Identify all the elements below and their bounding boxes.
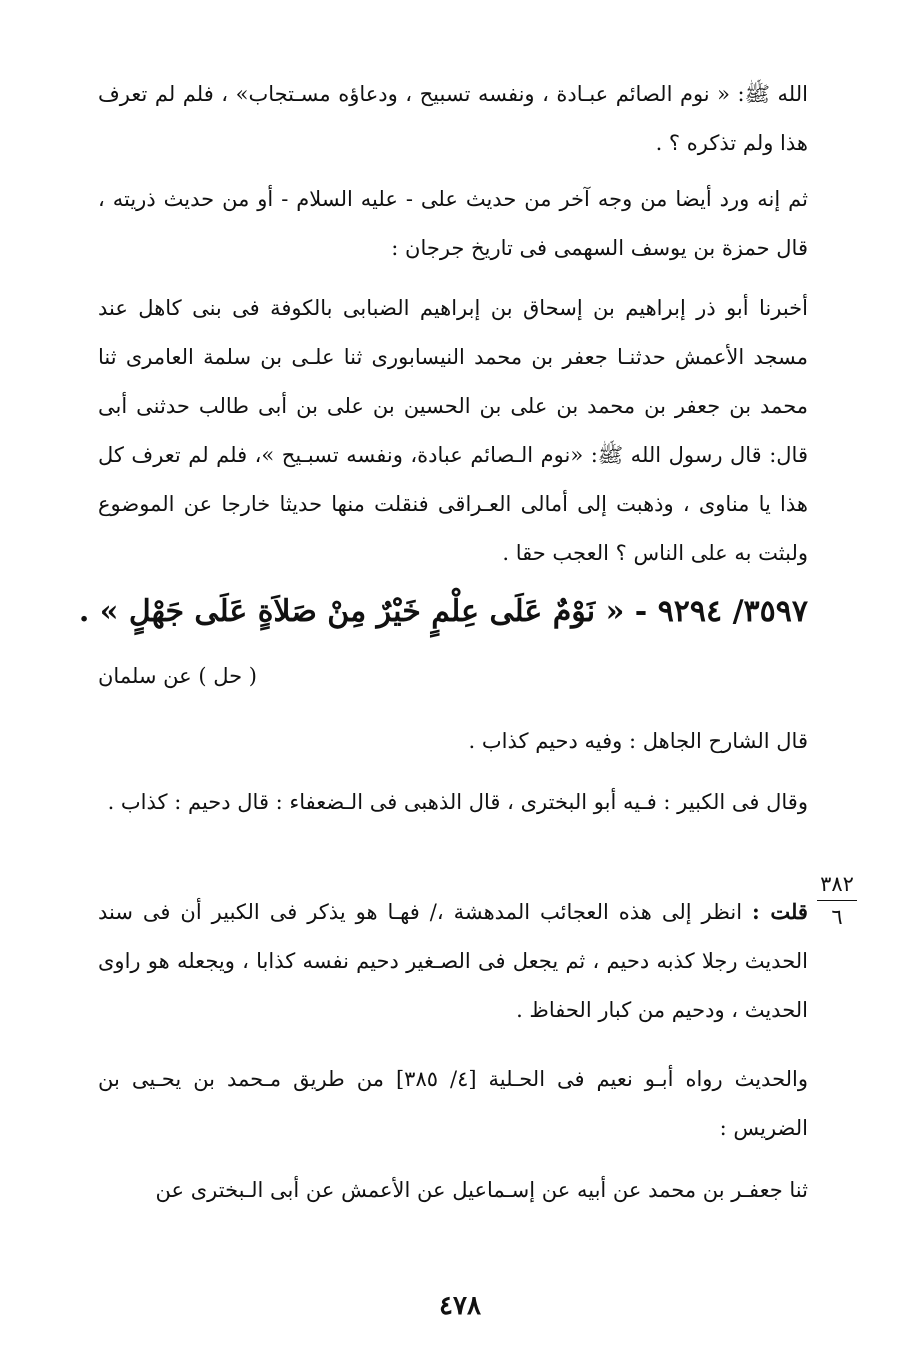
margin-reference [812, 870, 862, 931]
paragraph-8: ثنا جعفـر بن محمد عن أبيه عن إسـماعيل عن الأعمش عن أبى الـبخترى عن [155, 1178, 808, 1202]
paragraph-6-lead: قلت : [752, 899, 808, 924]
paragraph-6-body: انظر إلى هذه العجائب المدهشة ،/ فهـا هو يذكر فى الكبير أن فى سند الحديث رجلا كذبه دحيم ، ثم يجعل فى الصـغير دحيم نفسه كذابا ، ويجعله هو راوى الحديث ، ودحيم من كبار الحفاظ . [98, 900, 808, 1022]
paragraph-4: قال الشارح الجاهل : وفيه دحيم كذاب . [468, 729, 808, 753]
hadith-heading: ٣٥٩٧/ ٩٢٩٤ - « نَوْمٌ عَلَى عِلْمٍ خَيْرٌ مِنْ صَلاَةٍ عَلَى جَهْلٍ » . [78, 594, 808, 629]
margin-reference-top: ٣٨٢ [820, 872, 854, 896]
paragraph-1: الله ﷺ: « نوم الصائم عبـادة ، ونفسه تسبيح ، ودعاؤه مسـتجاب» ، فلم لم تعرف هذا ولم تذكره ؟ . [98, 82, 808, 155]
paragraph-6 [98, 887, 808, 1035]
margin-reference-rule [817, 900, 857, 901]
paragraph-7: والحديث رواه أبـو نعيم فى الحـلية [٤/ ٣٨٥] من طريق مـحمد بن يحـيى بن الضريس : [98, 1067, 808, 1140]
paragraph-2: ثم إنه ورد أيضا من وجه آخر من حديث على - عليه السلام - أو من حديث ذريته ، قال حمزة بن يوسف السهمى فى تاريخ جرجان : [98, 187, 808, 260]
hadith-source: ( حل ) عن سلمان [98, 664, 257, 688]
paragraph-3: أخبرنا أبو ذر إبراهيم بن إسحاق بن إبراهيم الضبابى بالكوفة فى بنى كاهل عند مسجد الأعمش حدثنـا جعفر بن محمد النيسابورى ثنا علـى بن سلمة العامرى ثنا محمد بن جعفر بن محمد بن على بن الحسين بن على بن أبى طالب حدثنى أبى قال: قال رسول الله ﷺ: «نوم الـصائم عبادة، ونفسه تسبـيح »، فلم لم تعرف كل هذا يا مناوى ، وذهبت إلى أمالى العـراقى فنقلت منها حديثا خارجا عن الموضوع ولبثت به على الناس ؟ العجب حقا . [98, 296, 809, 565]
paragraph-5: وقال فى الكبير : فـيه أبو البخترى ، قال الذهبى فى الـضعفاء : قال دحيم : كذاب . [107, 790, 808, 814]
page-number: ٤٧٨ [439, 1291, 481, 1321]
margin-reference-bottom: ٦ [831, 905, 843, 929]
